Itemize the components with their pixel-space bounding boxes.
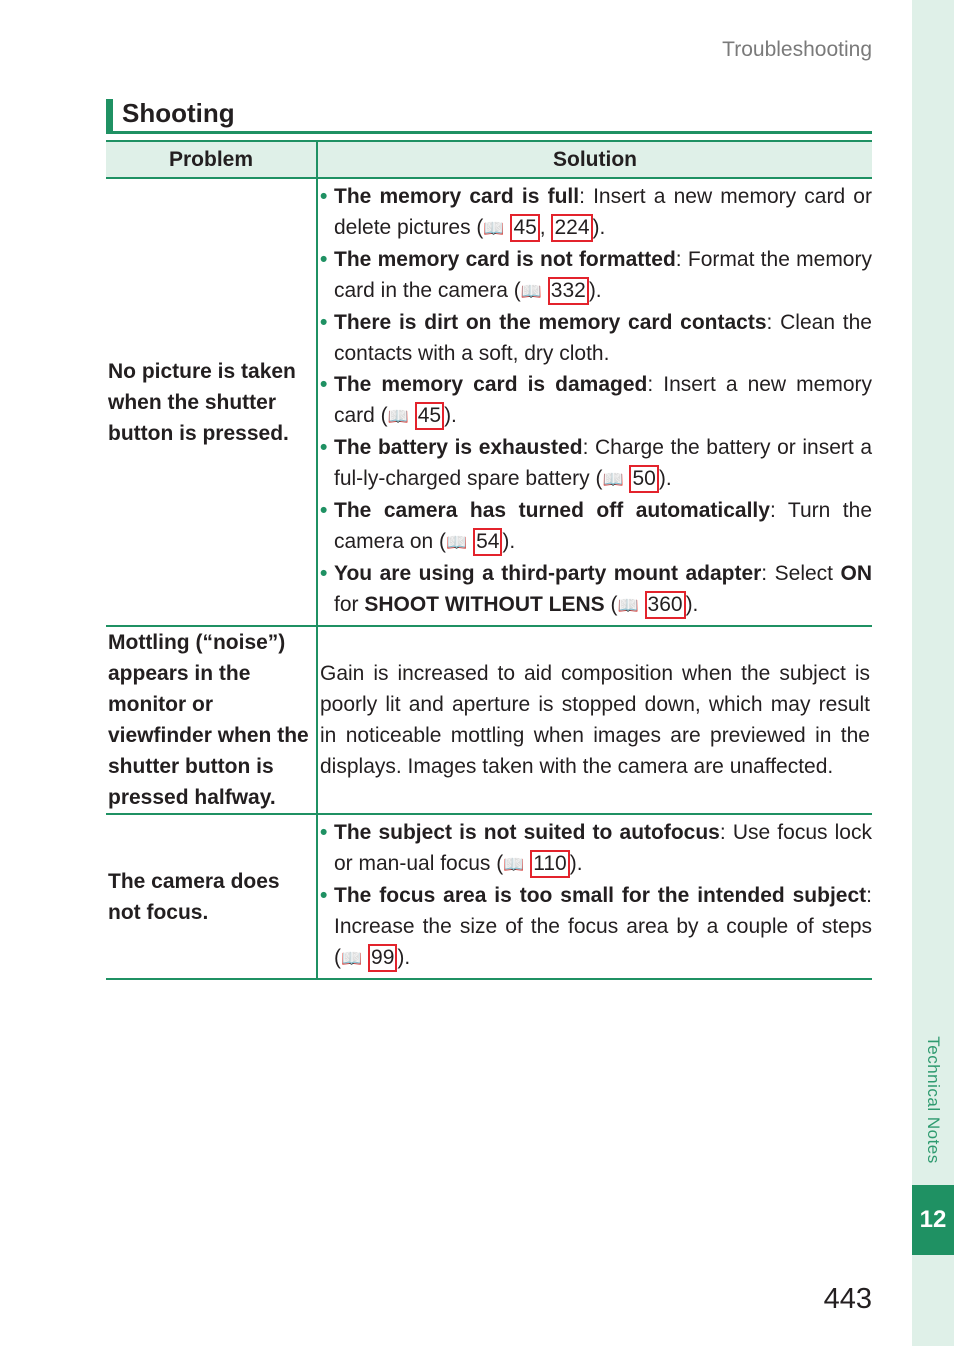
page-number: 443 bbox=[823, 1283, 872, 1315]
list-item bbox=[318, 369, 872, 432]
solution-text: : Turn the camera on ( bbox=[334, 499, 873, 553]
solution-cell bbox=[317, 626, 872, 814]
chapter-tab[interactable]: 12 bbox=[912, 1185, 954, 1255]
list-item bbox=[318, 307, 872, 369]
column-header-solution: Solution bbox=[317, 141, 872, 178]
cause-label: The battery is exhausted bbox=[334, 436, 583, 459]
solution-text: : Increase the size of the focus area by a couple of steps ( bbox=[334, 884, 872, 969]
cause-label: You are using a third-party mount adapter bbox=[334, 562, 762, 585]
solution-end: ). bbox=[592, 216, 606, 239]
section-heading bbox=[106, 98, 872, 134]
cause-label: The camera has turned off automatically bbox=[334, 499, 770, 522]
book-icon: 📖 bbox=[503, 855, 525, 874]
cause-label: There is dirt on the memory card contacts bbox=[334, 311, 767, 334]
book-icon: 📖 bbox=[446, 533, 468, 552]
book-icon: 📖 bbox=[483, 219, 505, 238]
table-row bbox=[106, 814, 872, 979]
troubleshooting-table bbox=[106, 140, 872, 980]
page-ref-link[interactable]: 110 bbox=[530, 850, 569, 878]
problem-cell: Mottling (“noise”) appears in the monitor or viewfinder when the shutter button is pressed halfway. bbox=[106, 626, 317, 814]
solution-end: ). bbox=[569, 852, 583, 875]
list-item bbox=[318, 817, 872, 880]
solution-end: ). bbox=[397, 946, 411, 969]
page-ref-link[interactable]: 45 bbox=[415, 402, 444, 430]
page-ref-link[interactable]: 224 bbox=[551, 214, 592, 242]
solution-end: ). bbox=[588, 279, 602, 302]
solution-list bbox=[318, 815, 872, 978]
book-icon: 📖 bbox=[602, 470, 624, 489]
cause-label: The focus area is too small for the intended subject bbox=[334, 884, 867, 907]
list-item bbox=[318, 558, 872, 621]
chapter-label: Technical Notes bbox=[924, 1036, 943, 1164]
page-ref-link[interactable]: 99 bbox=[368, 944, 397, 972]
solution-text: : Charge the battery or insert a ful-ly-charged spare battery ( bbox=[334, 436, 872, 490]
table-row bbox=[106, 626, 872, 814]
menu-option-shoot-without-lens: SHOOT WITHOUT LENS bbox=[364, 593, 605, 616]
table-header-row bbox=[106, 141, 872, 178]
problem-cell: No picture is taken when the shutter button is pressed. bbox=[106, 178, 317, 626]
column-header-problem: Problem bbox=[106, 141, 317, 178]
page-ref-link[interactable]: 332 bbox=[548, 277, 589, 305]
list-item bbox=[318, 880, 872, 974]
solution-text: ( bbox=[604, 593, 618, 616]
solution-list bbox=[318, 179, 872, 625]
problem-cell: The camera does not focus. bbox=[106, 814, 317, 979]
solution-end: ). bbox=[685, 593, 699, 616]
page-ref-link[interactable]: 54 bbox=[473, 528, 502, 556]
menu-option-on: ON bbox=[840, 562, 872, 585]
solution-text: : Clean the contacts with a soft, dry cloth. bbox=[334, 311, 872, 365]
book-icon: 📖 bbox=[341, 949, 363, 968]
cause-label: The subject is not suited to autofocus bbox=[334, 821, 720, 844]
list-item: • The memory card is full: Insert a new memory card or delete pictures (📖 45 , 224 ). bbox=[318, 181, 872, 244]
list-item bbox=[318, 244, 872, 307]
solution-text: : Use focus lock or man-ual focus ( bbox=[334, 821, 872, 875]
solution-paragraph: Gain is increased to aid composition when the subject is poorly lit and aperture is stopped down, which may result in noticeable mottling when images are previewed in the displays. Images taken with the camera are unaffected. bbox=[320, 662, 870, 778]
page-ref-link[interactable]: 360 bbox=[645, 591, 686, 619]
book-icon: 📖 bbox=[520, 282, 542, 301]
solution-text: : Insert a new memory card or delete pictures ( bbox=[334, 185, 872, 239]
solution-end: ). bbox=[658, 467, 672, 490]
running-header: Troubleshooting bbox=[722, 38, 872, 61]
solution-end: ). bbox=[444, 404, 457, 427]
solution-text: for bbox=[334, 593, 365, 616]
cause-label: The memory card is full bbox=[334, 185, 580, 208]
solution-cell bbox=[317, 178, 872, 626]
solution-text: : Insert a new memory card ( bbox=[334, 373, 872, 427]
section-marker bbox=[106, 99, 113, 131]
list-item bbox=[318, 432, 872, 495]
cause-label: The memory card is damaged bbox=[334, 373, 648, 396]
solution-cell bbox=[317, 814, 872, 979]
cause-label: The memory card is not formatted bbox=[334, 248, 676, 271]
book-icon: 📖 bbox=[387, 407, 409, 426]
page-ref-link[interactable]: 50 bbox=[629, 465, 658, 493]
solution-text: : Format the memory card in the camera ( bbox=[334, 248, 872, 302]
section-title: Shooting bbox=[122, 98, 235, 128]
list-item bbox=[318, 495, 872, 558]
book-icon: 📖 bbox=[617, 596, 639, 615]
page-ref-link[interactable]: 45 bbox=[510, 214, 539, 242]
solution-end: ). bbox=[502, 530, 516, 553]
solution-text: : Select bbox=[761, 562, 841, 585]
table-row bbox=[106, 178, 872, 626]
